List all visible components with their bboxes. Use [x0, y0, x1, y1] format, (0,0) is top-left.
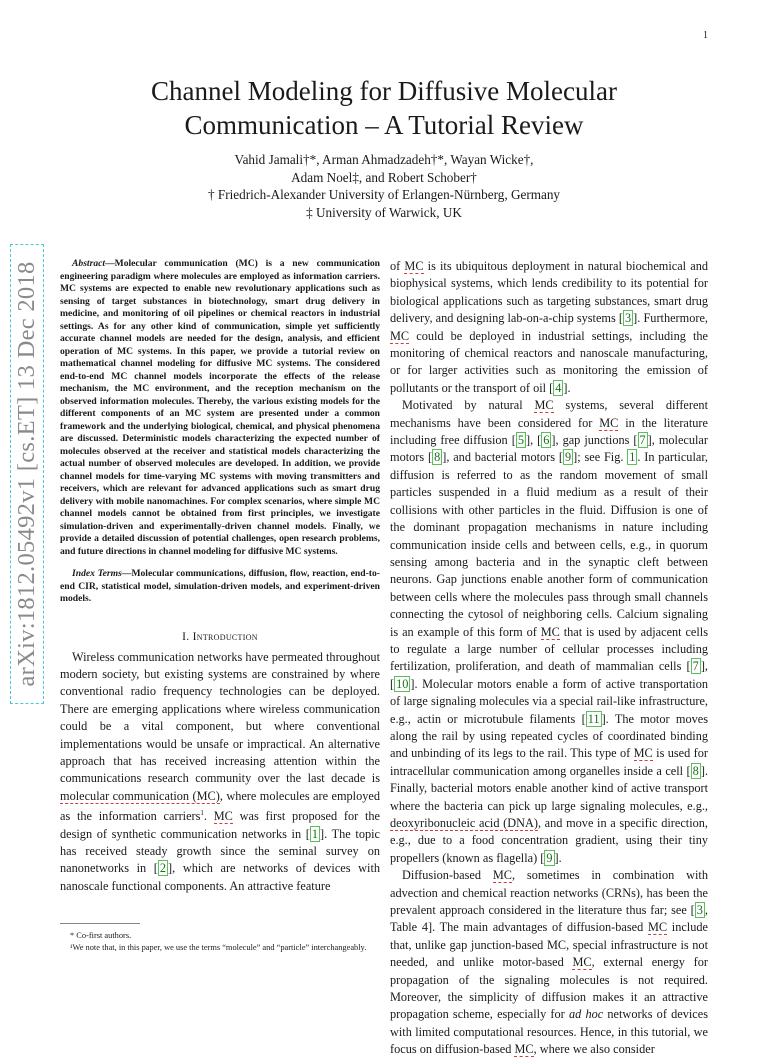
left-column	[60, 258, 380, 895]
text-run: in the literature including free diffusion	[390, 415, 708, 448]
acronym-link[interactable]: MC	[492, 868, 512, 883]
citation-link[interactable]: 9	[564, 450, 572, 465]
text-run: of	[390, 259, 405, 273]
text-run: , and move in a specific direction, e.g., due to a food concentration gradient, using their tiny propellers (known as flagella)	[390, 816, 708, 865]
paper-title-line-1: Channel Modeling for Diffusive Molecular	[151, 76, 617, 106]
text-run: . Finally, bacterial motors enable another kind of active transport where the bacteria can pick up large signaling molecules, e.g.,	[390, 763, 708, 813]
section-title: Introduction	[192, 630, 258, 643]
arxiv-identifier-stamp	[10, 244, 44, 704]
index-terms-text: —Molecular communications, diffusion, flow, reaction, end-to-end CIR, statistical model, simulation-driven models, and experiment-driven models.	[60, 568, 380, 604]
text-run: , gap junctions	[555, 433, 634, 448]
text-run: include that, unlike gap junction-based MC, special infrastructure is not needed, and unlike motor-based	[390, 920, 708, 970]
text-run: ,	[704, 659, 708, 674]
text-run: is its ubiquitous deployment in natural biochemical and biophysical systems, which lends credibility to its potential for biological applications such as targeting substances, smart drug delivery, and designing lab-on-a-chip systems	[390, 259, 708, 326]
text-run: , molecular motors	[390, 433, 708, 465]
citation-link[interactable]: 9	[546, 850, 553, 865]
paper-title	[0, 74, 768, 142]
text-run: Motivated by natural	[402, 398, 535, 413]
citation-link[interactable]: 3	[696, 903, 703, 918]
text-run: . Furthermore,	[637, 311, 708, 326]
index-terms-label: Index Terms	[72, 568, 122, 579]
text-run: , where we also consider	[533, 1042, 655, 1057]
citation-link[interactable]: 7	[639, 433, 646, 448]
arxiv-identifier-text: arXiv:1812.05492v1 [cs.ET] 13 Dec 2018	[13, 261, 40, 687]
citation-link[interactable]: 3	[625, 311, 632, 326]
text-run: . In particular, diffusion is referred to as the random movement of small particles suspended in a fluid medium as a result of their collisions with other particles in the fluid. Diffusion is one of the dominant propagation mechanisms in nature including communication inside cells and between cells, e.g., in quorum sensing among bacteria and in the synaptic cleft between neurons. Gap junctions enable another form of communication between cells where the molecules pass through small channels connecting the cytosol of neighboring cells. Calcium signaling is an example of this form of	[390, 450, 708, 639]
section-heading-introduction	[60, 631, 380, 643]
index-terms	[60, 568, 380, 606]
acronym-link[interactable]: MC	[633, 746, 653, 761]
acronym-link[interactable]: MC	[213, 809, 233, 824]
affiliation-warwick: ‡ University of Warwick, UK	[306, 204, 462, 220]
text-run: , which are networks of devices with nanoscale functional components. An attractive feature	[60, 861, 381, 893]
text-run: Wireless communication networks have permeated throughout modern society, but existing systems are constrained by where conventional radio frequency technologies can be deployed. There are emerging applications where wireless communication could be a vital component, but where conventional implementations would be unsafe or impractical. An alternative approach that has received increasing attention within the communications research community over the last decade is	[60, 649, 380, 786]
text-run: . The topic has received steady growth since the seminal survey on nanonetworks in	[60, 826, 380, 876]
citation-link[interactable]: 8	[434, 450, 441, 465]
intro-paragraph-2: Motivated by natural MC systems, several different mechanisms have been considered for MC in the literature including free diffusion [ 5 ], [ 6 ], gap junctions [ 7 ], molecular motors [ 8 ], and bacterial motors [ 9 ]; see Fig. 1 . In particular, diffusion is referred to as the random movement of small particles suspended in a fluid medium as a result of their collisions with other particles in the fluid. Diffusion is one of the dominant propagation mechanisms in nature including communication inside cells and between cells, e.g., in quorum sensing among bacteria and in the synaptic cleft between neurons. Gap junctions enable another form of communication between cells where the molecules pass through small channels connecting the cytosol of neighboring cells. Calcium signaling is an example of this form of MC that is used by adjacent cells to regulate a large number of cellular processes including fertilization, proliferation, and death of mammalian cells [ 7 ], [ 10 ]. Molecular motors enable a form of active transportation of large signaling molecules via a special rail-like infrastructure, e.g., actin or microtubule filaments [ 11 ]. The motor moves along the rail by using repeated cycles of coordinated binding and unbinding of its legs to the rail. This type of MC is used for intracellular communication among organelles inside a cell [ 8 ]. Finally, bacterial motors enable another kind of active transport where the bacteria can pick up large signaling molecules, e.g., deoxyribonucleic acid (DNA), and move in a specific direction, e.g., due to a food concentration gradient, using their tiny propellers (known as flagella) [ 9 ].	[390, 398, 709, 865]
text-run: , sometimes in combination with advection and chemical reaction networks (CRNs), has been the prevalent approach considered in the literature thus far; see	[390, 868, 708, 918]
acronym-link[interactable]: deoxyribonucleic acid (DNA)	[390, 816, 538, 830]
text-run: Diffusion-based	[402, 868, 493, 883]
acronym-link[interactable]: MC	[647, 920, 668, 935]
text-run: is used for intracellular communication among organelles inside a cell	[390, 746, 708, 778]
text-run: , Table 4]. The main advantages of diffusion-based	[390, 903, 708, 935]
citation-link[interactable]: 5	[517, 433, 524, 448]
footnotes	[60, 930, 380, 953]
intro-paragraph-1: Wireless communication networks have permeated throughout modern society, but existing systems are constrained by where conventional radio frequency technologies can be deployed. There are emerging applications where wireless communication could be a vital component, but where conventional implementations would be unsafe or impractical. An alternative approach that has received increasing attention within the communications research community over the last decade is molecular communication (MC), where molecules are employed as the information carriers$^1$. MC was first proposed for the design of synthetic communication networks in [ 1 ]. The topic has received steady growth since the seminal survey on nanonetworks in [ 2 ], which are networks of devices with nanoscale functional components. An attractive feature	[60, 649, 381, 893]
footnote-1: ¹We note that, in this paper, we use the terms “molecule” and “particle” interchangeably.	[70, 942, 367, 952]
author-line-1: Vahid Jamali†*, Arman Ahmadzadeh†*, Wayan Wicke†,	[234, 152, 534, 167]
citation-link[interactable]: 6	[543, 433, 550, 448]
text-run: .	[567, 380, 571, 395]
section-number: I.	[182, 630, 190, 643]
text-run: . The motor moves along the rail by using repeated cycles of coordinated binding and unbinding of its legs to the rail. This type of	[390, 711, 708, 761]
acronym-link[interactable]: MC	[540, 624, 560, 639]
text-run: systems, several different mechanisms have been considered for	[390, 398, 708, 430]
acronym-link[interactable]: MC	[390, 328, 410, 343]
intro-paragraph-1-continued: of MC is its ubiquitous deployment in natural biochemical and biophysical systems, which lends credibility to its potential for biological applications such as targeting substances, smart drug delivery, and designing lab-on-a-chip systems [ 3 ]. Furthermore, MC could be deployed in industrial settings, including the monitoring of chemical reactors and nanoscale manufacturing, or for larger activities such as monitoring the emission of pollutants or the transport of oil [ 4 ].	[390, 259, 708, 395]
text-run: ; see Fig.	[577, 450, 628, 465]
abstract-text: —Molecular communication (MC) is a new communication engineering paradigm where molecules are employed as information carriers. MC systems are expected to enable new revolutionary applications such as sensing of target substances in biotechnology, smart drug delivery in medicine, and monitoring of oil pipelines or chemical reactors in industrial settings. As for any other kind of communication, simple yet sufficiently accurate channel models are needed for the design, analysis, and efficient operation of MC systems. In this paper, we provide a tutorial review on mathematical channel modeling for diffusive MC systems. The considered end-to-end MC channel models incorporate the effects of the release mechanism, the MC environment, and the reception mechanism on the observed information molecules. Thereby, the various existing models for the different components of an MC system are presented under a common framework and the underlying biological, chemical, and physical phenomena are discussed. Deterministic models characterizing the expected number of molecules observed at the receiver and statistical models characterizing the actual number of observed molecules are developed. In addition, we provide channel models for time-varying MC systems with moving transmitters and receivers, which are relevant for advanced applications such as smart drug delivery with mobile nanomachines. For complex scenarios, where simple MC channel models cannot be obtained from first principles, we investigate simulation-driven and experimentally-driven channel models. Finally, we provide a detailed discussion of potential challenges, open research problems, and future directions in channel modeling for diffusive MC systems.	[60, 258, 380, 557]
italic-term: ad hoc	[568, 1007, 604, 1022]
acronym-link[interactable]: MC	[599, 415, 619, 430]
abstract	[60, 258, 380, 558]
citation-link[interactable]: 7	[692, 659, 699, 674]
affiliation-erlangen: † Friedrich-Alexander University of Erlangen-Nürnberg, Germany	[207, 187, 561, 202]
text-run: , and bacterial motors	[446, 450, 559, 465]
abstract-label: Abstract	[72, 258, 106, 269]
text-run: was first proposed for the design of synthetic communication networks in	[60, 809, 380, 841]
page-number: 1	[703, 30, 708, 41]
acronym-link[interactable]: MC	[404, 259, 424, 273]
text-run: , external energy for propagation of the signaling molecules is not required. Moreover, the simplicity of diffusion makes it an attractive propagation scheme, especially for	[390, 955, 708, 1022]
intro-paragraph-3: Diffusion-based MC, sometimes in combination with advection and chemical reaction networks (CRNs), has been the prevalent approach considered in the literature thus far; see [ 3 , Table 4]. The main advantages of diffusion-based MC include that, unlike gap junction-based MC, special infrastructure is not needed, and unlike motor-based MC, external energy for propagation of the signaling molecules is not required. Moreover, the simplicity of diffusion makes it an attractive propagation scheme, especially for ad hoc networks of devices with limited computational resources. Hence, in this tutorial, we focus on diffusion-based MC, where we also consider	[390, 868, 708, 1057]
paper-title-line-2: Communication – A Tutorial Review	[184, 110, 584, 140]
footnote-marker[interactable]: 1	[200, 809, 204, 818]
author-line-2: Adam Noel‡, and Robert Schober†	[291, 169, 477, 185]
text-run: ,	[530, 433, 538, 448]
acronym-link[interactable]: molecular communication (MC)	[60, 788, 220, 803]
citation-link[interactable]: 11	[587, 711, 600, 726]
citation-link[interactable]: 2	[159, 861, 167, 876]
right-column	[390, 258, 708, 1059]
text-run: that is used by adjacent cells to regulate a large number of cellular processes including fertilization, proliferation, and death of mammalian cells	[390, 624, 709, 674]
citation-link[interactable]: 1	[311, 826, 319, 841]
text-run: .	[558, 850, 562, 865]
author-block	[0, 151, 768, 221]
acronym-link[interactable]: MC	[572, 955, 592, 970]
citation-link[interactable]: 10	[396, 676, 409, 691]
acronym-link[interactable]: MC	[514, 1042, 534, 1057]
text-run: . Molecular motors enable a form of active transportation of large signaling molecules via a special rail-like infrastructure, e.g., actin or microtubule filaments	[390, 676, 708, 726]
text-run: networks of devices with limited computational resources. Hence, in this tutorial, we focus on diffusion-based	[390, 1007, 708, 1057]
footnote-cofirst: * Co-first authors.	[70, 931, 132, 940]
citation-link[interactable]: 8	[692, 763, 699, 778]
text-run: , where molecules are employed as the information carriers	[60, 788, 380, 824]
citation-link[interactable]: 4	[555, 380, 562, 395]
text-run: .	[203, 809, 214, 824]
text-run: could be deployed in industrial settings, including the monitoring of chemical reactors and nanoscale manufacturing, or for larger activities such as monitoring the emission of pollutants or the transport of oil	[390, 328, 708, 395]
figure-link[interactable]: 1	[629, 450, 636, 465]
footnote-divider	[60, 923, 140, 924]
acronym-link[interactable]: MC	[534, 398, 554, 413]
